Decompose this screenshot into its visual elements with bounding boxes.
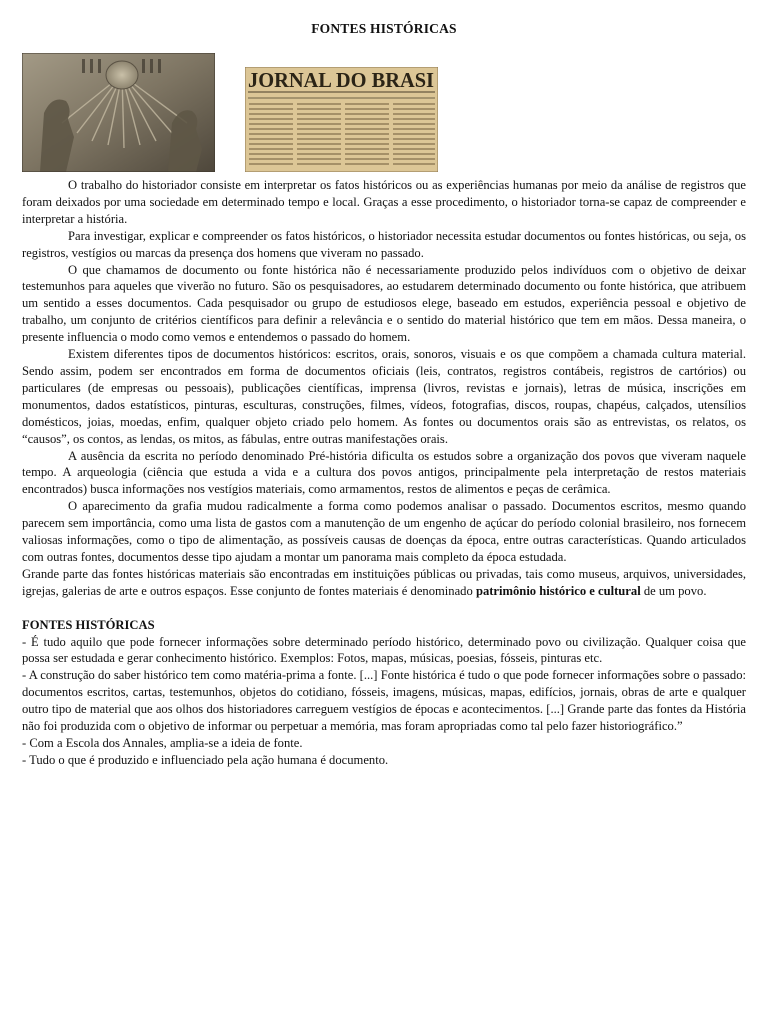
list-item: - A construção do saber histórico tem como matéria-prima a fonte. [...] Fonte histórica é tudo o que pode fornecer informações sobre o passado: documentos escritos, cartas, testemunhos, objetos do cotidiano, fósseis, imagens, músicas, mapas, edifícios, jornais, obras de arte e qualquer outro tipo de material que aos olhos dos historiadores carreguem vestígios de épocas e acontecimentos. [...] Grande parte das fontes da História não foi produzida com o objetivo de informar ou perpetuar a memória, mas foram apropriadas como tal pelo fazer historiográfico.” bbox=[22, 668, 746, 734]
newspaper-image bbox=[245, 67, 438, 172]
paragraph-patrimonio bbox=[22, 566, 746, 600]
paragraph: O aparecimento da grafia mudou radicalmente a forma como podemos analisar o passado. Documentos escritos, mesmo quando parecem sem importância, como uma lista de gastos com a manutenção de um engenho de açúcar do período colonial brasileiro, nos fornecem valiosas informações, como o tipo de alimentação, as possíveis causas de doenças da época, entre outras características. Quando articulados com outras fontes, documentos desse tipo ajudam a montar um panorama mais completo da época estudada. bbox=[22, 499, 746, 564]
paragraph: O que chamamos de documento ou fonte histórica não é necessariamente produzido pelos indivíduos com o objetivo de deixar testemunhos para aqueles que viverão no futuro. São os pesquisadores, ao estudarem determinado documento ou fonte histórica, que atribuem um sentido a esses documentos. Cada pesquisador ou grupo de estudiosos elege, baseado em estudos, experiência pessoal e objetivo de trabalho, um conjunto de critérios científicos para definir a relevância e o sentido do material histórico que tem em mãos. Dessa maneira, o presente influencia o modo como vemos e entendemos o passado do homem. bbox=[22, 262, 746, 345]
document-page bbox=[22, 18, 746, 769]
newspaper-masthead: JORNAL DO BRASI bbox=[248, 68, 434, 92]
section-title: FONTES HISTÓRICAS bbox=[22, 617, 155, 632]
paragraph-text-end: de um povo. bbox=[640, 583, 707, 598]
image-row bbox=[22, 53, 746, 177]
paragraph: A ausência da escrita no período denominado Pré-história dificulta os estudos sobre a organização dos povos que viveram naquele tempo. A arqueologia (ciência que estuda a vida e a cultura dos povos antigos, principalmente pela interpretação de restos materiais encontrados) busca informações nos vestígios materiais, como armamentos, restos de alimentos e peças de cerâmica. bbox=[22, 448, 746, 497]
paragraph: Para investigar, explicar e compreender os fatos históricos, o historiador necessita estudar documentos ou fontes históricas, ou seja, os registros, vestígios ou marcas da presença dos homens que viveram no passado. bbox=[22, 228, 746, 260]
paragraph-text: Grande parte das fontes históricas materiais são encontradas em instituições públicas ou privadas, tais como museus, arquivos, universidades, igrejas, galerias de arte e outros espaços. Esse conjunto de fontes materiais é denominado bbox=[22, 566, 746, 598]
page-title: FONTES HISTÓRICAS bbox=[311, 21, 457, 36]
paragraph: O trabalho do historiador consiste em interpretar os fatos históricos ou as experiências humanas por meio da análise de registros que foram deixados por uma sociedade em determinado tempo e local. Graças a esse procedimento, o historiador torna-se capaz de compreender e interpretar a história. bbox=[22, 178, 746, 226]
list-item: - É tudo aquilo que pode fornecer informações sobre determinado período histórico, determinado povo ou civilização. Qualquer coisa que possa ser estudada e gerar conhecimento histórico. Exemplos: Fotos, mapas, músicas, poesias, fósseis, pinturas etc. bbox=[22, 634, 746, 666]
paragraph: Existem diferentes tipos de documentos históricos: escritos, orais, sonoros, visuais e os que compõem a chamada cultura material. Sendo assim, podem ser encontrados em forma de documentos oficiais (leis, contratos, registros contábeis, registros de cartórios) ou particulares (de empresas ou pessoais), publicações científicas, imprensa (livros, revistas e jornais), letras de música, inscrições em monumentos, dados estatísticos, pinturas, esculturas, construções, filmes, vídeos, fotografias, discos, roupas, chapéus, calçados, utensílios domésticos, joias, moedas, enfim, qualquer objeto criado pelo homem. As fontes ou documentos orais são as entrevistas, os relatos, os “causos”, os contos, as lendas, os mitos, as fábulas, entre outras manifestações orais. bbox=[22, 347, 746, 446]
egyptian-relief-image bbox=[22, 53, 215, 172]
list-item: - Tudo o que é produzido e influenciado pela ação humana é documento. bbox=[22, 752, 389, 767]
bold-term: patrimônio histórico e cultural bbox=[475, 583, 641, 598]
main-text bbox=[22, 177, 746, 769]
list-item: - Com a Escola dos Annales, amplia-se a ideia de fonte. bbox=[22, 736, 303, 750]
spacer bbox=[22, 600, 746, 617]
